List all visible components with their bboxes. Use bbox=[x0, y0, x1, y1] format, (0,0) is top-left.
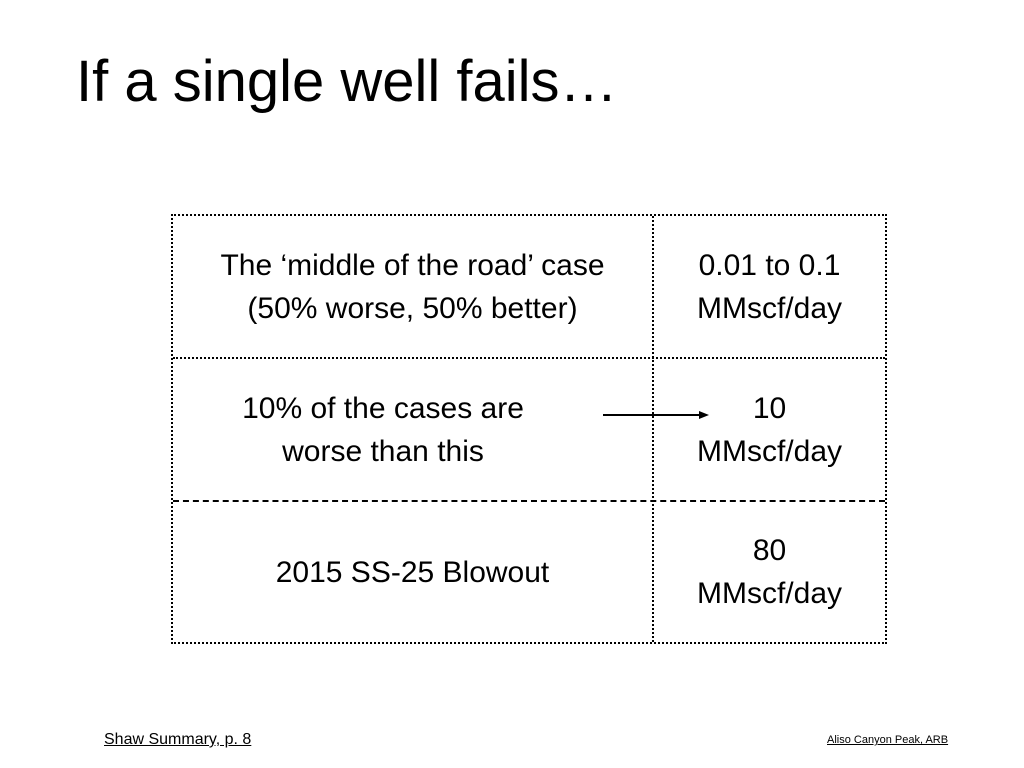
slide-title: If a single well fails… bbox=[76, 49, 618, 114]
worse-cases-value bbox=[654, 359, 885, 500]
middle-case-line-1: The ‘middle of the road’ case bbox=[220, 248, 605, 282]
worse-cases-value-line-1: 10 bbox=[752, 391, 787, 425]
blowout-value-line-2: MMscf/day bbox=[696, 577, 843, 610]
aliso-canyon-peak-link[interactable]: Aliso Canyon Peak, ARB bbox=[827, 734, 949, 746]
shaw-summary-link[interactable]: Shaw Summary, p. 8 bbox=[104, 731, 252, 748]
middle-case-value-line-2: MMscf/day bbox=[696, 291, 843, 325]
blowout-value-line-1: 80 bbox=[752, 534, 787, 567]
middle-case-value-line-1: 0.01 to 0.1 bbox=[698, 248, 841, 282]
estimate-table bbox=[171, 214, 887, 644]
blowout-description bbox=[173, 502, 652, 642]
worse-cases-line-2: worse than this bbox=[282, 434, 484, 468]
middle-case-description bbox=[173, 216, 652, 357]
worse-cases-description bbox=[173, 359, 593, 500]
middle-case-line-2: (50% worse, 50% better) bbox=[247, 291, 578, 325]
blowout-label: 2015 SS-25 Blowout bbox=[275, 555, 550, 589]
worse-cases-value-line-2: MMscf/day bbox=[696, 434, 843, 468]
blowout-value bbox=[654, 502, 885, 642]
worse-cases-line-1: 10% of the cases are bbox=[242, 391, 524, 425]
middle-case-value bbox=[654, 216, 885, 357]
